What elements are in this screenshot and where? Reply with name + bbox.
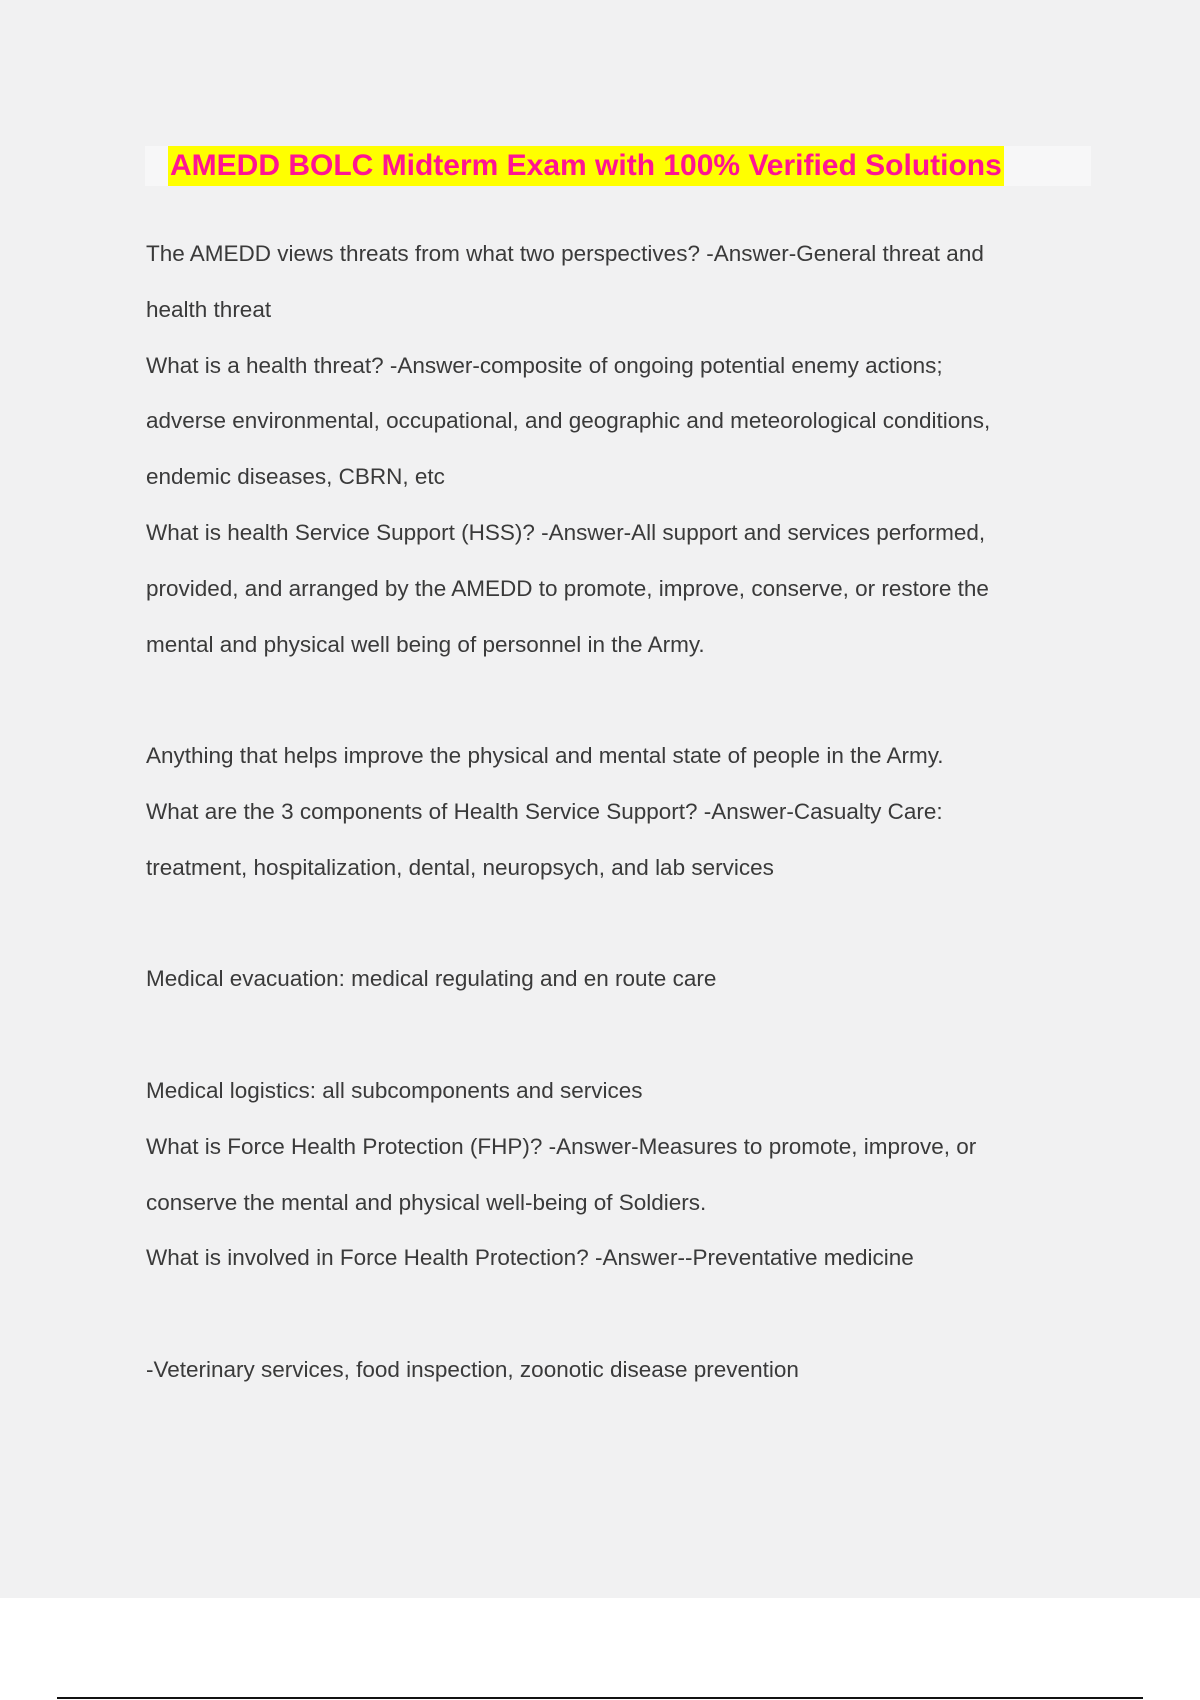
blank-line [146, 1286, 1066, 1342]
text-line: What are the 3 components of Health Service Support? -Answer-Casualty Care: [146, 798, 943, 824]
text-line: What is Force Health Protection (FHP)? -Answer-Measures to promote, improve, or [146, 1133, 977, 1159]
text-line: provided, and arranged by the AMEDD to promote, improve, conserve, or restore the [146, 575, 989, 601]
blank-line [146, 672, 1066, 728]
footer-divider [57, 1697, 1143, 1699]
document-title: AMEDD BOLC Midterm Exam with 100% Verified Solutions [168, 146, 1004, 186]
text-line: mental and physical well being of personnel in the Army. [146, 631, 705, 657]
text-line: health threat [146, 296, 272, 322]
blank-line [146, 1007, 1066, 1063]
text-line: Anything that helps improve the physical and mental state of people in the Army. [146, 743, 944, 769]
text-line: treatment, hospitalization, dental, neuropsych, and lab services [146, 854, 774, 880]
text-line: What is a health threat? -Answer-composite of ongoing potential enemy actions; [146, 352, 943, 378]
text-line: Medical logistics: all subcomponents and services [146, 1077, 643, 1103]
text-line: The AMEDD views threats from what two perspectives? -Answer-General threat and [146, 241, 984, 266]
text-line: adverse environmental, occupational, and geographic and meteorological conditions, [146, 408, 991, 434]
document-body [146, 226, 1066, 1398]
text-line: conserve the mental and physical well-being of Soldiers. [146, 1189, 707, 1215]
blank-line [146, 896, 1066, 952]
text-line: What is health Service Support (HSS)? -Answer-All support and services performed, [146, 519, 986, 545]
text-line: Medical evacuation: medical regulating and en route care [146, 966, 717, 992]
text-line: -Veterinary services, food inspection, zoonotic disease prevention [146, 1356, 799, 1382]
text-line: What is involved in Force Health Protection? -Answer--Preventative medicine [146, 1245, 914, 1271]
text-line: endemic diseases, CBRN, etc [146, 464, 445, 490]
